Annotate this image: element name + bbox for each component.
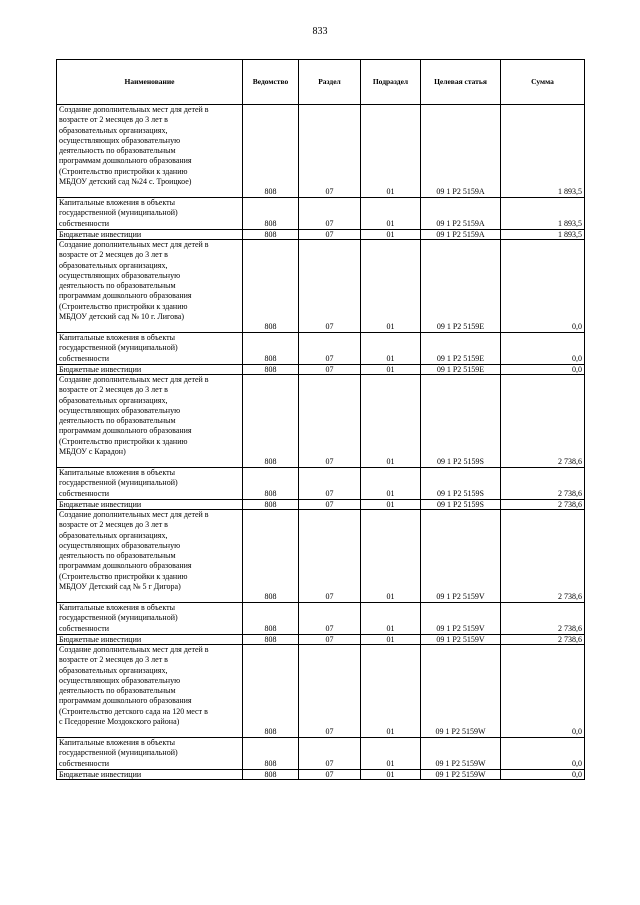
cell-razdel: 07 — [299, 198, 361, 230]
cell-celevaya-statya: 09 1 P2 5159A — [421, 198, 501, 230]
cell-summa: 2 738,6 — [501, 500, 585, 510]
cell-summa: 0,0 — [501, 738, 585, 770]
cell-summa: 2 738,6 — [501, 375, 585, 468]
cell-vedomstvo: 808 — [243, 375, 299, 468]
cell-celevaya-statya: 09 1 P2 5159S — [421, 500, 501, 510]
cell-podrazdel: 01 — [361, 240, 421, 333]
cell-razdel: 07 — [299, 770, 361, 780]
cell-vedomstvo: 808 — [243, 198, 299, 230]
cell-summa: 1 893,5 — [501, 230, 585, 240]
table-row — [57, 510, 585, 603]
cell-vedomstvo: 808 — [243, 635, 299, 645]
header-razdel: Раздел — [299, 60, 361, 105]
cell-vedomstvo: 808 — [243, 645, 299, 738]
cell-razdel: 07 — [299, 333, 361, 365]
table-row — [57, 603, 585, 635]
cell-razdel: 07 — [299, 240, 361, 333]
cell-podrazdel: 01 — [361, 365, 421, 375]
header-vedomstvo: Ведомство — [243, 60, 299, 105]
cell-vedomstvo: 808 — [243, 240, 299, 333]
cell-vedomstvo: 808 — [243, 105, 299, 198]
cell-podrazdel: 01 — [361, 645, 421, 738]
cell-vedomstvo: 808 — [243, 333, 299, 365]
cell-name: Бюджетные инвестиции — [57, 635, 243, 645]
cell-summa: 1 893,5 — [501, 198, 585, 230]
cell-celevaya-statya: 09 1 P2 5159E — [421, 365, 501, 375]
table-row — [57, 468, 585, 500]
cell-podrazdel: 01 — [361, 375, 421, 468]
cell-celevaya-statya: 09 1 P2 5159S — [421, 375, 501, 468]
cell-podrazdel: 01 — [361, 468, 421, 500]
cell-celevaya-statya: 09 1 P2 5159V — [421, 510, 501, 603]
table-row — [57, 240, 585, 333]
cell-vedomstvo: 808 — [243, 230, 299, 240]
cell-razdel: 07 — [299, 365, 361, 375]
cell-name: Бюджетные инвестиции — [57, 230, 243, 240]
budget-table — [56, 59, 585, 780]
cell-name: Бюджетные инвестиции — [57, 770, 243, 780]
cell-razdel: 07 — [299, 635, 361, 645]
cell-podrazdel: 01 — [361, 500, 421, 510]
cell-name: Создание дополнительных мест для детей в возрасте от 2 месяцев до 3 лет в образовательных организациях, осуществляющих образовательную деятельность по образовательным программам дошкольного образования (Строительство пристройки к зданию МБДОУ детский сад № 10 г. Лигова) — [57, 240, 243, 333]
cell-name: Создание дополнительных мест для детей в возрасте от 2 месяцев до 3 лет в образовательных организациях, осуществляющих образовательную деятельность по образовательным программам дошкольного образования (Строительство пристройки к зданию МБДОУ с Карадон) — [57, 375, 243, 468]
cell-razdel: 07 — [299, 645, 361, 738]
cell-celevaya-statya: 09 1 P2 5159V — [421, 635, 501, 645]
cell-vedomstvo: 808 — [243, 738, 299, 770]
cell-summa: 0,0 — [501, 240, 585, 333]
cell-razdel: 07 — [299, 510, 361, 603]
header-summa: Сумма — [501, 60, 585, 105]
cell-summa: 2 738,6 — [501, 468, 585, 500]
table-row — [57, 198, 585, 230]
cell-vedomstvo: 808 — [243, 510, 299, 603]
table-row — [57, 738, 585, 770]
table-row — [57, 230, 585, 240]
cell-name: Капитальные вложения в объекты государственной (муниципальной) собственности — [57, 198, 243, 230]
cell-vedomstvo: 808 — [243, 603, 299, 635]
table-row — [57, 365, 585, 375]
table-row — [57, 770, 585, 780]
cell-name: Капитальные вложения в объекты государственной (муниципальной) собственности — [57, 738, 243, 770]
cell-name: Создание дополнительных мест для детей в возрасте от 2 месяцев до 3 лет в образовательных организациях, осуществляющих образовательную деятельность по образовательным программам дошкольного образования (Строительство пристройки к зданию МБДОУ детский сад №24 с. Троицкое) — [57, 105, 243, 198]
page-number: 833 — [312, 26, 328, 37]
cell-podrazdel: 01 — [361, 603, 421, 635]
header-podrazdel: Подраздел — [361, 60, 421, 105]
cell-razdel: 07 — [299, 468, 361, 500]
cell-summa: 0,0 — [501, 645, 585, 738]
cell-celevaya-statya: 09 1 P2 5159W — [421, 645, 501, 738]
table-row — [57, 635, 585, 645]
cell-celevaya-statya: 09 1 P2 5159W — [421, 770, 501, 780]
table-body — [57, 105, 585, 780]
cell-celevaya-statya: 09 1 P2 5159E — [421, 333, 501, 365]
cell-podrazdel: 01 — [361, 770, 421, 780]
cell-celevaya-statya: 09 1 P2 5159E — [421, 240, 501, 333]
cell-celevaya-statya: 09 1 P2 5159S — [421, 468, 501, 500]
cell-razdel: 07 — [299, 603, 361, 635]
cell-vedomstvo: 808 — [243, 500, 299, 510]
cell-vedomstvo: 808 — [243, 770, 299, 780]
cell-name: Бюджетные инвестиции — [57, 500, 243, 510]
cell-celevaya-statya: 09 1 P2 5159V — [421, 603, 501, 635]
cell-razdel: 07 — [299, 500, 361, 510]
cell-celevaya-statya: 09 1 P2 5159A — [421, 105, 501, 198]
cell-podrazdel: 01 — [361, 738, 421, 770]
header-celevaya-statya: Целевая статья — [421, 60, 501, 105]
cell-razdel: 07 — [299, 375, 361, 468]
table-header-row — [57, 60, 585, 105]
cell-summa: 2 738,6 — [501, 510, 585, 603]
cell-podrazdel: 01 — [361, 198, 421, 230]
cell-summa: 0,0 — [501, 365, 585, 375]
cell-name: Бюджетные инвестиции — [57, 365, 243, 375]
cell-summa: 1 893,5 — [501, 105, 585, 198]
cell-summa: 2 738,6 — [501, 603, 585, 635]
cell-name: Капитальные вложения в объекты государственной (муниципальной) собственности — [57, 603, 243, 635]
cell-summa: 0,0 — [501, 770, 585, 780]
cell-name: Создание дополнительных мест для детей в возрасте от 2 месяцев до 3 лет в образовательных организациях, осуществляющих образовательную деятельность по образовательным программам дошкольного образования (Строительство детского сада на 120 мест в с Пседоренне Моздокского района) — [57, 645, 243, 738]
cell-summa: 2 738,6 — [501, 635, 585, 645]
table-row — [57, 105, 585, 198]
table-row — [57, 645, 585, 738]
cell-podrazdel: 01 — [361, 333, 421, 365]
cell-podrazdel: 01 — [361, 635, 421, 645]
table-row — [57, 500, 585, 510]
header-name: Наименование — [57, 60, 243, 105]
cell-podrazdel: 01 — [361, 510, 421, 603]
cell-celevaya-statya: 09 1 P2 5159W — [421, 738, 501, 770]
cell-razdel: 07 — [299, 738, 361, 770]
cell-vedomstvo: 808 — [243, 365, 299, 375]
cell-name: Капитальные вложения в объекты государственной (муниципальной) собственности — [57, 468, 243, 500]
cell-podrazdel: 01 — [361, 230, 421, 240]
cell-name: Капитальные вложения в объекты государственной (муниципальной) собственности — [57, 333, 243, 365]
table-row — [57, 333, 585, 365]
cell-celevaya-statya: 09 1 P2 5159A — [421, 230, 501, 240]
cell-vedomstvo: 808 — [243, 468, 299, 500]
cell-summa: 0,0 — [501, 333, 585, 365]
cell-podrazdel: 01 — [361, 105, 421, 198]
cell-razdel: 07 — [299, 230, 361, 240]
table-row — [57, 375, 585, 468]
cell-name: Создание дополнительных мест для детей в возрасте от 2 месяцев до 3 лет в образовательных организациях, осуществляющих образовательную деятельность по образовательным программам дошкольного образования (Строительство пристройки к зданию МБДОУ Детский сад № 5 г Дигора) — [57, 510, 243, 603]
cell-razdel: 07 — [299, 105, 361, 198]
